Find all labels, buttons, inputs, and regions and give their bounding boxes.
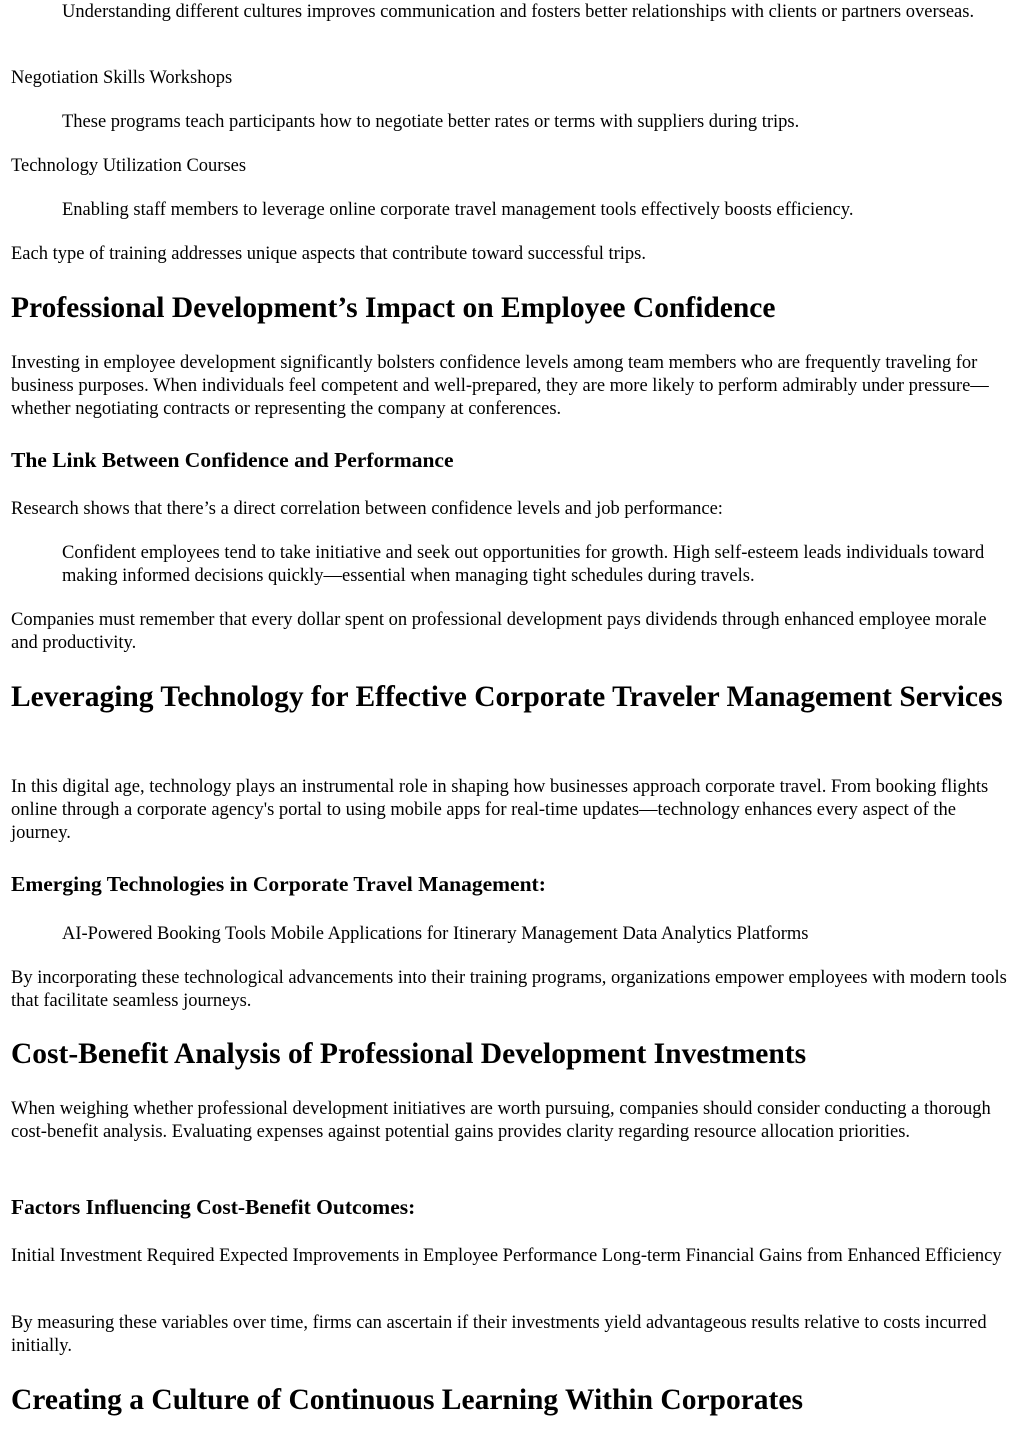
heading-leveraging-technology: Leveraging Technology for Effective Corporate Traveler Management Services: [11, 681, 1003, 713]
paragraph-research: Research shows that there’s a direct correlation between confidence levels and job performance:: [11, 499, 723, 519]
heading-emerging-technologies: Emerging Technologies in Corporate Travel Management:: [11, 872, 546, 896]
definition-negotiation: These programs teach participants how to negotiate better rates or terms with suppliers during trips.: [62, 112, 800, 132]
term-negotiation-skills: Negotiation Skills Workshops: [11, 68, 233, 88]
heading-confidence: Professional Development’s Impact on Employee Confidence: [11, 292, 776, 324]
paragraph-each-type: Each type of training addresses unique aspects that contribute toward successful trips.: [11, 244, 646, 264]
paragraph-companies: Companies must remember that every dollar spent on professional development pays dividends through enhanced employee morale and productivity.: [11, 610, 987, 653]
paragraph-measuring: By measuring these variables over time, firms can ascertain if their investments yield advantageous results relative to costs incurred initially.: [11, 1313, 987, 1356]
heading-factors: Factors Influencing Cost-Benefit Outcomes:: [11, 1195, 416, 1219]
paragraph-incorporating: By incorporating these technological advancements into their training programs, organizations empower employees with modern tools that facilitate seamless journeys.: [11, 968, 1007, 1011]
definition-technology: Enabling staff members to leverage online corporate travel management tools effectively boosts efficiency.: [62, 200, 854, 220]
definition-tools-list: AI-Powered Booking Tools Mobile Applications for Itinerary Management Data Analytics Platforms: [62, 924, 809, 944]
paragraph-factors-list: Initial Investment Required Expected Improvements in Employee Performance Long-term Financial Gains from Enhanced Efficiency: [11, 1246, 1002, 1266]
paragraph-weighing: When weighing whether professional development initiatives are worth pursuing, companies should consider conducting a thorough cost-benefit analysis. Evaluating expenses against potential gains provides clarity regarding resource allocation priorities.: [11, 1099, 991, 1142]
definition-cultures: Understanding different cultures improves communication and fosters better relationships with clients or partners overseas.: [62, 2, 975, 22]
definition-confident: Confident employees tend to take initiative and seek out opportunities for growth. High self-esteem leads individuals toward making informed decisions quickly—essential when managing tight schedules during travels.: [62, 543, 985, 586]
heading-confidence-performance: The Link Between Confidence and Performance: [11, 448, 454, 472]
term-technology-utilization: Technology Utilization Courses: [11, 156, 247, 176]
heading-culture-learning: Creating a Culture of Continuous Learning Within Corporates: [11, 1384, 803, 1416]
paragraph-digital-age: In this digital age, technology plays an instrumental role in shaping how businesses approach corporate travel. From booking flights online through a corporate agency's portal to using mobile apps for real-time updates—technology enhances every aspect of the journey.: [11, 777, 989, 843]
heading-cost-benefit: Cost-Benefit Analysis of Professional Development Investments: [11, 1038, 807, 1070]
paragraph-investing: Investing in employee development significantly bolsters confidence levels among team members who are frequently traveling for business purposes. When individuals feel competent and well-prepared, they are more likely to perform admirably under pressure—whether negotiating contracts or representing the company at conferences.: [11, 353, 989, 419]
